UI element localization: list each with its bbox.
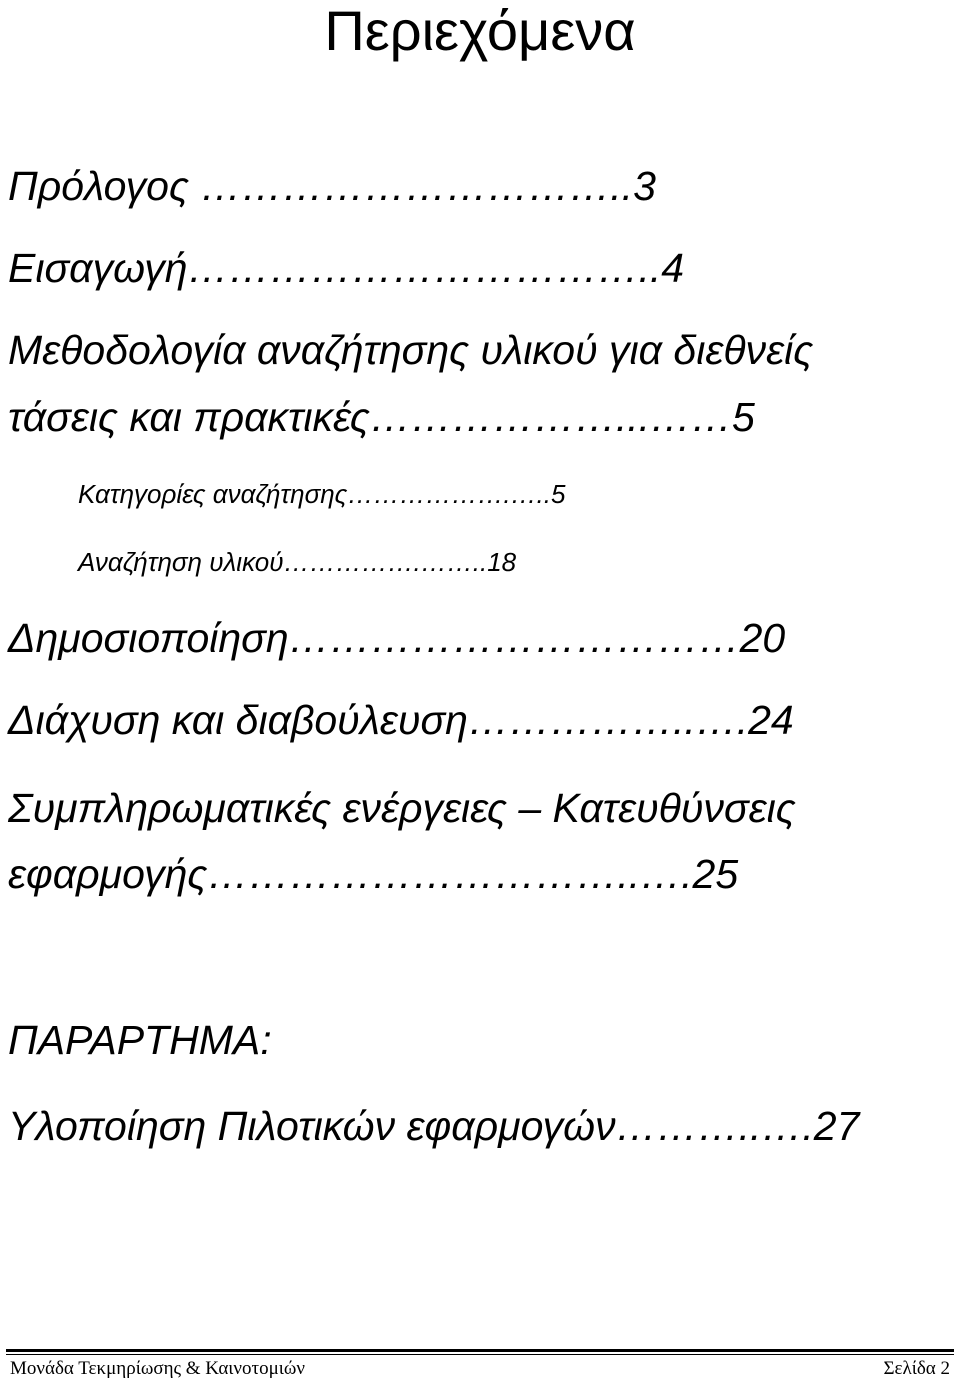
footer-rule	[6, 1349, 954, 1352]
footer-organization: Μονάδα Τεκμηρίωσης & Καινοτομιών	[10, 1358, 306, 1379]
toc-entry-dissemination: Διάχυση και διαβούλευση……………..….24	[8, 697, 794, 743]
toc-entry-complementary-line2: εφαρμογής…………………………..….25	[8, 851, 739, 897]
toc-entry-publicity: Δημοσιοποίηση……………………………20	[8, 615, 786, 661]
toc-entry-methodology-line1: Μεθοδολογία αναζήτησης υλικού για διεθνείς	[8, 327, 814, 373]
toc-subentry-material-search: Αναζήτηση υλικού…………….……..18	[78, 547, 517, 577]
page-title: Περιεχόμενα	[324, 0, 636, 62]
toc-entry-prologue: Πρόλογος …………………………..3	[8, 163, 656, 209]
toc-subentry-search-categories: Κατηγορίες αναζήτησης……………….…..5	[78, 479, 566, 509]
toc-entry-pilot-applications: Υλοποίηση Πιλοτικών εφαρμογών………..….27	[8, 1103, 860, 1149]
toc-entry-complementary-line1: Συμπληρωματικές ενέργειες – Κατευθύνσεις	[8, 785, 796, 831]
footer-rule-thin	[6, 1354, 954, 1355]
toc-entry-methodology-line2: τάσεις και πρακτικές………………...……5	[8, 394, 755, 440]
footer-page-number: Σελίδα 2	[883, 1358, 950, 1379]
toc-entry-appendix: ΠΑΡΑΡΤΗΜΑ:	[8, 1017, 272, 1063]
toc-entry-introduction: Εισαγωγή……………………………..4	[8, 245, 685, 291]
